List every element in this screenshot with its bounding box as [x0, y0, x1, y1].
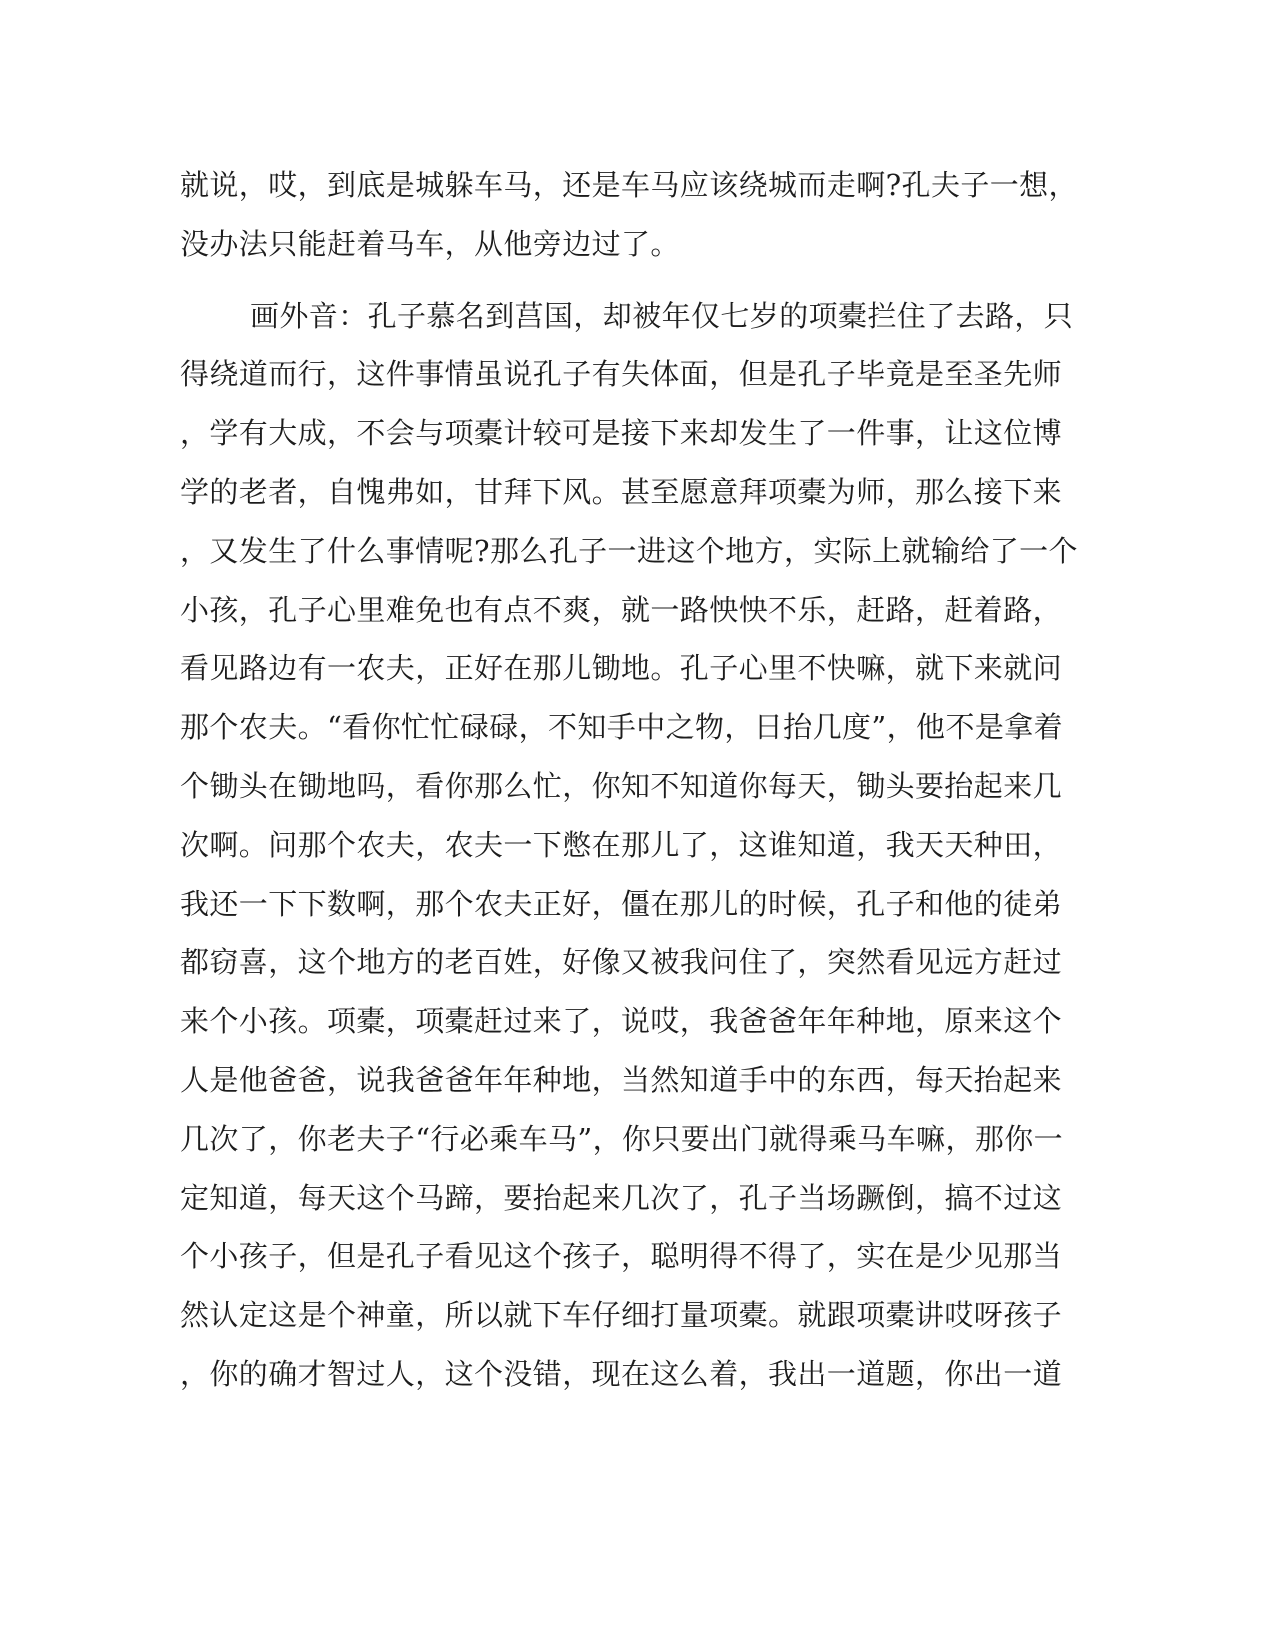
text-line: 然认定这是个神童，所以就下车仔细打量项橐。就跟项橐讲哎呀孩子	[180, 1298, 1063, 1333]
paragraph	[180, 287, 1078, 1404]
text-line: 个小孩子，但是孔子看见这个孩子，聪明得不得了，实在是少见那当	[180, 1239, 1063, 1274]
text-line: 没办法只能赶着马车，从他旁边过了。	[180, 226, 680, 261]
text-line: 定知道，每天这个马蹄，要抬起来几次了，孔子当场蹶倒，搞不过这	[180, 1180, 1063, 1215]
text-line: 个锄头在锄地吗，看你那么忙，你知不知道你每天，锄头要抬起来几	[180, 768, 1063, 803]
text-line: 看见路边有一农夫，正好在那儿锄地。孔子心里不快嘛，就下来就问	[180, 651, 1063, 686]
paragraph-gap	[180, 274, 1050, 287]
text-line: 都窃喜，这个地方的老百姓，好像又被我问住了，突然看见远方赶过	[180, 945, 1063, 980]
text-line: 次啊。问那个农夫，农夫一下憋在那儿了，这谁知道，我天天种田，	[180, 827, 1063, 862]
text-line: 小孩，孔子心里难免也有点不爽，就一路怏怏不乐，赶路，赶着路，	[180, 592, 1063, 627]
text-line: ，你的确才智过人，这个没错，现在这么着，我出一道题，你出一道	[180, 1356, 1063, 1391]
body-text	[180, 156, 1078, 1404]
text-line: 人是他爸爸，说我爸爸年年种地，当然知道手中的东西，每天抬起来	[180, 1062, 1063, 1097]
paragraph	[180, 156, 1078, 274]
text-line: 学的老者，自愧弗如，甘拜下风。甚至愿意拜项橐为师，那么接下来	[180, 474, 1063, 509]
text-line: ，又发生了什么事情呢?那么孔子一进这个地方，实际上就输给了一个	[180, 533, 1078, 568]
text-line: 来个小孩。项橐，项橐赶过来了，说哎，我爸爸年年种地，原来这个	[180, 1004, 1063, 1039]
text-line: 得绕道而行，这件事情虽说孔子有失体面，但是孔子毕竟是至圣先师	[180, 357, 1063, 392]
text-line: ，学有大成，不会与项橐计较可是接下来却发生了一件事，让这位博	[180, 416, 1063, 451]
text-line: 那个农夫。“看你忙忙碌碌，不知手中之物，日抬几度”，他不是拿着	[180, 710, 1064, 745]
text-line: 就说，哎，到底是城躲车马，还是车马应该绕城而走啊?孔夫子一想，	[180, 168, 1078, 202]
text-line: 我还一下下数啊，那个农夫正好，僵在那儿的时候，孔子和他的徒弟	[180, 886, 1063, 921]
text-line: 几次了，你老夫子“行必乘车马”，你只要出门就得乘马车嘛，那你一	[180, 1121, 1064, 1156]
text-line: 画外音：孔子慕名到莒国，却被年仅七岁的项橐拦住了去路，只	[250, 298, 1074, 333]
